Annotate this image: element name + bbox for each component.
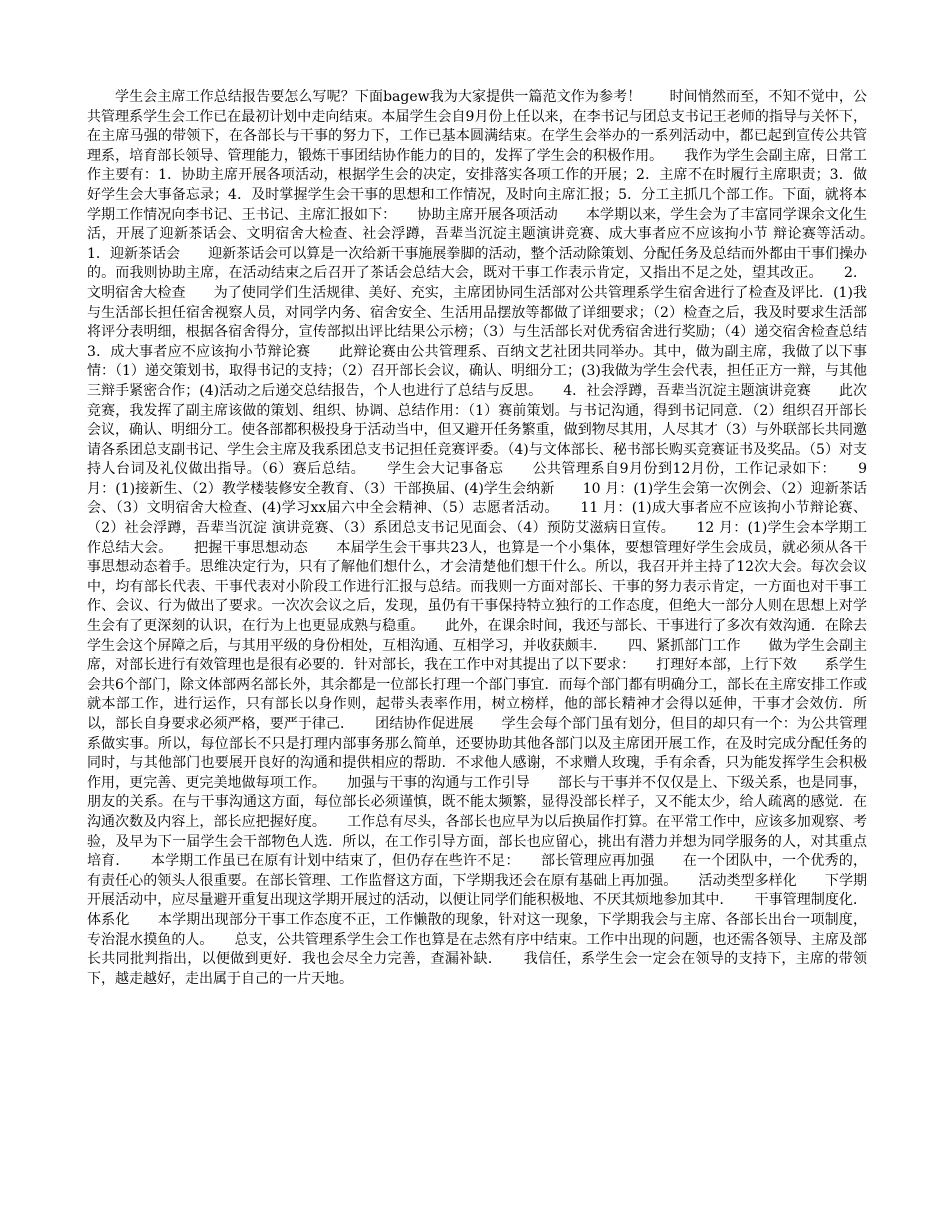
document-page xyxy=(87,88,895,989)
report-body-paragraph: 学生会主席工作总结报告要怎么写呢？下面bagew我为大家提供一篇范文作为参考！ 时间悄然而至，不知不觉中，公共管理系学生会工作已在最初计划中走向结束。本届学生会自9月份上任以来，在李书记与团总支书记王老师的指导与关怀下，在主席马强的带领下，在各部长与干事的努力下，工作已基本圆满结束。在学生会举办的一系列活动中，都已起到宣传公共管理系，培育部长领导、管理能力，锻炼干事团结协作能力的目的，发挥了学生会的积极作用。 我作为学生会副主席，日常工作主要有：1．协助主席开展各项活动，根据学生会的决定，安排落实各项工作的开展；2．主席不在时履行主席职责；3．做好学生会大事备忘录；4．及时掌握学生会干事的思想和工作情况，及时向主席汇报；5．分工主抓几个部工作。下面，就将本学期工作情况向李书记、王书记、主席汇报如下： 协助主席开展各项活动 本学期以来，学生会为了丰富同学课余文化生活，开展了迎新茶话会、文明宿舍大检查、社会浮蹲，吾辈当沉淀主题演讲竞赛、成大事者应不应该拘小节 辩论赛等活动。 1．迎新茶话会 迎新茶话会可以算是一次给新干事施展拳脚的活动，整个活动除策划、分配任务及总结而外都由干事们操办的。而我则协助主席，在活动结束之后召开了茶话会总结大会，既对干事工作表示肯定，又指出不足之处，望其改正。 2．文明宿舍大检查 为了使同学们生活规律、美好、充实，主席团协同生活部对公共管理系学生宿舍进行了检查及评比．(1)我与生活部长担任宿舍视察人员，对同学内务、宿舍安全、生活用品摆放等都做了详细要求；（2）检查之后，我及时要求生活部将评分表明细，根据各宿舍得分，宣传部拟出评比结果公示榜；（3）与生活部长对优秀宿舍进行奖励；（4）递交宿舍检查总结 3．成大事者应不应该拘小节辩论赛 此辩论赛由公共管理系、百纳文艺社团共同举办。其中，做为副主席，我做了以下事情：（1）递交策划书，取得书记的支持；（2）召开部长会议，确认、明细分工；(3)我做为学生会代表，担任正方一辩，与其他三辩手紧密合作；(4)活动之后递交总结报告，个人也进行了总结与反思。 4．社会浮蹲，吾辈当沉淀主题演讲竞赛 此次竞赛，我发挥了副主席该做的策划、组织、协调、总结作用：（1）赛前策划。与书记沟通，得到书记同意．（2）组织召开部长会议，确认、明细分工。使各部都积极投身于活动当中，但又避开任务繁重，做到物尽其用，人尽其才（3）与外联部长共同邀请各系团总支副书记、学生会主席及我系团总支书记担任竞赛评委。（4)与文体部长、秘书部长购买竞赛证书及奖品。（5）对支持人台词及礼仪做出指导。（6）赛后总结。 学生会大记事备忘 公共管理系自9月份到12月份，工作记录如下： 9 月：(1)接新生、（2）教学楼装修安全教育、（3）干部换届、(4)学生会纳新 10 月：(1)学生会第一次例会、（2）迎新茶话会、（3）文明宿舍大检查、(4)学习xx届六中全会精神、（5）志愿者活动。 11 月：(1)成大事者应不应该拘小节辩论赛、（2）社会浮蹲，吾辈当沉淀 演讲竞赛、（3）系团总支书记见面会、（4）预防艾滋病日宣传。 12 月：(1)学生会本学期工作总结大会。 把握干事思想动态 本届学生会干事共23人，也算是一个小集体，要想管理好学生会成员，就必须从各干事思想动态着手。思维决定行为，只有了解他们想什么，才会清楚他们想干什么。所以，我召开并主持了12次大会。每次会议中，均有部长代表、干事代表对小阶段工作进行汇报与总结。而我则一方面对部长、干事的努力表示肯定，一方面也对干事工作、会议、行为做出了要求。一次次会议之后，发现，虽仍有干事保持特立独行的工作态度，但绝大一部分人则在思想上对学生会有了更深刻的认识，在行为上也更显成熟与稳重。 此外，在课余时间，我还与部长、干事进行了多次有效沟通．在除去学生会这个屏障之后，与其用平级的身份相处，互相沟通、互相学习，并收获颇丰． 四、紧抓部门工作 做为学生会副主席，对部长进行有效管理也是很有必要的．针对部长，我在工作中对其提出了以下要求： 打理好本部，上行下效 系学生会共6个部门，除文体部两名部长外，其余都是一位部长打理一个部门事宜．而每个部门都有明确分工，部长在主席安排工作或就本部工作，进行运作，只有部长以身作则，起带头表率作用，树立榜样，他的部长精神才会得以延伸，干事才会效仿．所以，部长自身要求必须严格，要严于律己． 团结协作促进展 学生会每个部门虽有划分，但目的却只有一个：为公共管理系做实事。所以，每位部长不只是打理内部事务那么简单，还要协助其他各部门以及主席团开展工作，在及时完成分配任务的同时，与其他部门也要展开良好的沟通和提供相应的帮助．不求他人感谢，不求赠人玫瑰，手有余香，只为能发挥学生会积极作用，更完善、更完美地做每项工作。 加强与干事的沟通与工作引导 部长与干事并不仅仅是上、下级关系，也是同事，朋友的关系。在与干事沟通这方面，每位部长必须谨慎，既不能太频繁，显得没部长样子，又不能太少，给人疏离的感觉．在沟通次数及内容上，部长应把握好度。 工作总有尽头，各部长也应早为以后换届作打算。在平常工作中，应该多加观察、考验，及早为下一届学生会干部物色人选．所以，在工作引导方面，部长也应留心，挑出有潜力并想为同学服务的人，对其重点培育． 本学期工作虽已在原有计划中结束了，但仍存在些许不足： 部长管理应再加强 在一个团队中，一个优秀的，有责任心的领头人很重要。在部长管理、工作监督这方面，下学期我还会在原有基础上再加强。 活动类型多样化 下学期开展活动中，应尽量避开重复出现这学期开展过的活动，以便让同学们能积极地、不厌其烦地参加其中． 干事管理制度化．体系化 本学期出现部分干事工作态度不正，工作懒散的现象，针对这一现象，下学期我会与主席、各部长出台一项制度，专治混水摸鱼的人。 总支，公共管理系学生会工作也算是在忐然有序中结束。工作中出现的问题，也还需各领导、主席及部长共同批判指出，以便做到更好．我也会尽全力完善，查漏补缺． 我信任，系学生会一定会在领导的支持下，主席的带领下，越走越好，走出属于自己的一片天地。 xyxy=(87,89,895,987)
